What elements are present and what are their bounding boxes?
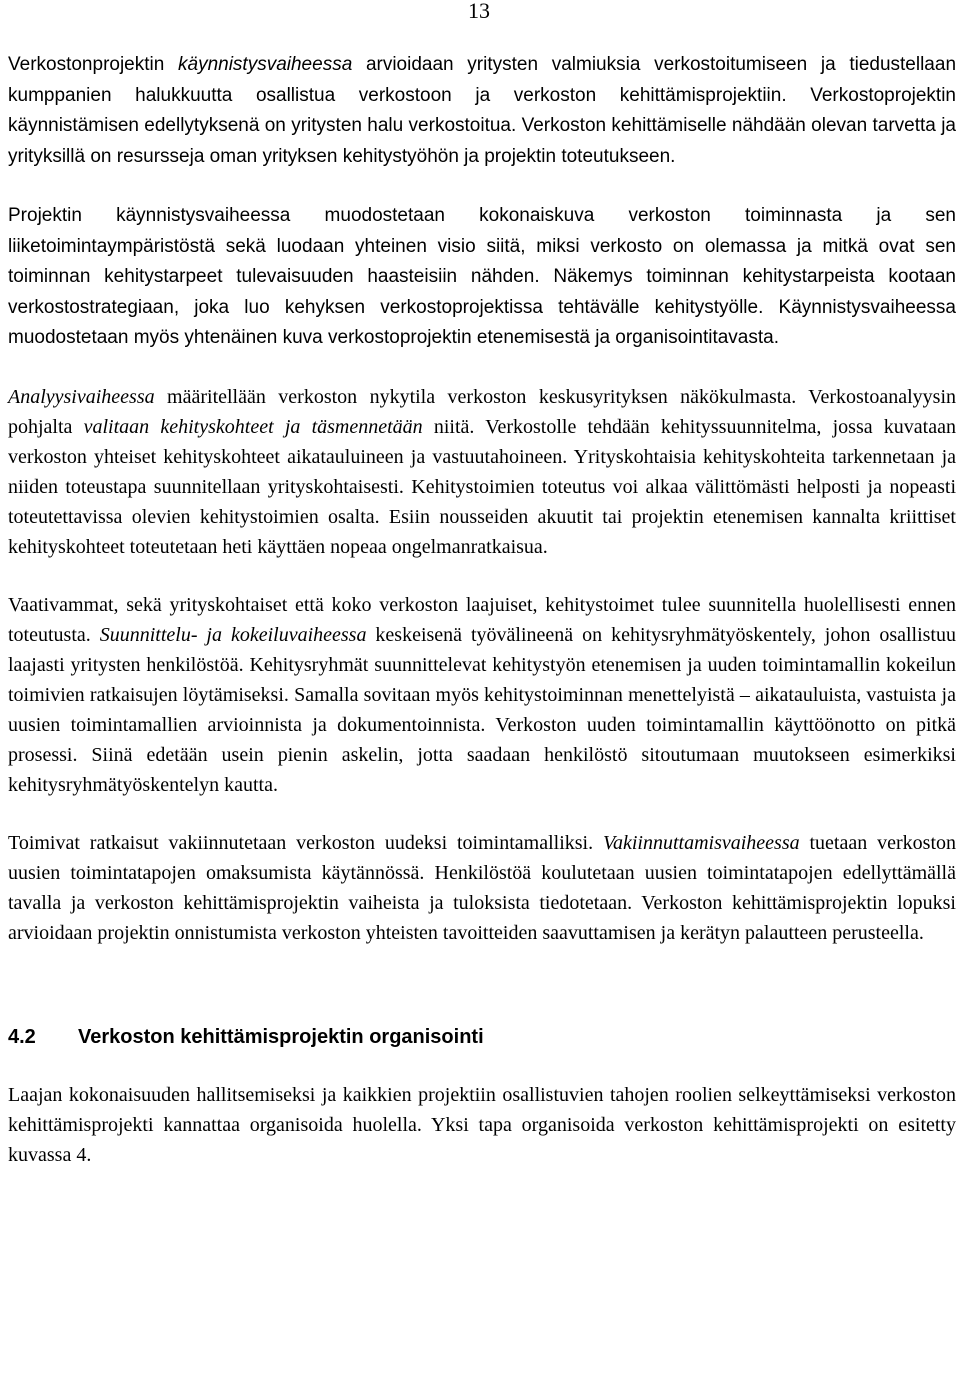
italic-term-stabilization-phase: Vakiinnuttamisvaiheessa bbox=[602, 831, 800, 854]
text-run: Verkostonprojektin bbox=[8, 54, 178, 75]
section-number: 4.2 bbox=[8, 1025, 36, 1048]
paragraph-stabilization-phase bbox=[8, 828, 956, 948]
text-run: Vaativammat, sekä yrityskohtaiset että koko verkoston laajuiset, kehitystoimet tulee suunnitella huolellisesti ennen toteutusta. bbox=[8, 593, 956, 646]
text-run: niitä. Verkostolle tehdään kehityssuunnitelma, jossa kuvataan verkoston yhteiset kehityskohteet aikatauluineen ja vastuutahoineen. Yrityskohtaisia kehityskohteita tarkennetaan ja niiden toteustapa suunnitellaan yrityskohtaisesti. Kehitystoimien toteutus voi alkaa välittömästi helposti ja nopeasti toteutettavissa olevien kehitystoimien osalta. Esiin nousseiden akuutit tai projektin etenemisen kannalta kriittiset kehityskohteet toteutetaan heti käyttäen nopeaa ongelmanratkaisua. bbox=[8, 415, 956, 558]
text-run: keskeisenä työvälineenä on kehitysryhmätyöskentely, johon osallistuu laajasti yritysten henkilöstöä. Kehitysryhmät suunnittelevat kehitystyön etenemisen ja uuden toimintamallin kokeilun toimivien ratkaisujen löytämiseksi. Samalla sovitaan myös kehitystoiminnan menettelyistä – aikatauluista, vastuista ja uusien toimintamallien arvioinnista ja dokumentoinnista. Verkoston uuden toimintamallin käyttöönotto on pitkä prosessi. Siinä edetään usein pienin askelin, jotta saadaan henkilöstö sitoutumaan muutokseen esimerkiksi kehitysryhmätyöskentelyn kautta. bbox=[8, 623, 956, 796]
paragraph-startup-phase bbox=[8, 50, 956, 172]
document-body bbox=[8, 50, 956, 1198]
paragraph-startup-details bbox=[8, 201, 956, 354]
paragraph-analysis-phase bbox=[8, 382, 956, 562]
section-heading bbox=[8, 1024, 956, 1050]
text-run: arvioidaan yritysten valmiuksia verkostoitumiseen ja tiedustellaan kumppanien halukkuutta osallistua verkostoon ja verkoston kehittämisprojektiin. Verkostoprojektin käynnistämisen edellytyksenä on yritysten halu verkostoitua. Verkoston kehittämiselle nähdään olevan tarvetta ja yrityksillä on resursseja oman yrityksen kehitystyöhön ja projektin toteutukseen. bbox=[8, 54, 957, 167]
italic-term-planning-phase: Suunnittelu- ja kokeiluvaiheessa bbox=[99, 623, 367, 646]
text-run: Toimivat ratkaisut vakiinnutetaan verkoston uudeksi toimintamalliksi. bbox=[8, 831, 603, 854]
text-run: Laajan kokonaisuuden hallitsemiseksi ja kaikkien projektiin osallistuvien tahojen roolien selkeyttämiseksi verkoston kehittämisprojekti kannattaa organisoida huolella. Yksi tapa organisoida verkoston kehittämisprojekti on esitetty kuvassa 4. bbox=[8, 1083, 956, 1166]
italic-term-analysis-phase: Analyysivaiheessa bbox=[8, 385, 155, 408]
page-number: 13 bbox=[468, 0, 490, 23]
italic-term-select-targets: valitaan kehityskohteet ja täsmennetään bbox=[83, 415, 423, 438]
text-run: Projektin käynnistysvaiheessa muodostetaan kokonaiskuva verkoston toiminnasta ja sen liiketoimintaympäristöstä sekä luodaan yhteinen visio siitä, miksi verkosto on olemassa ja mitkä ovat sen toiminnan kehitystarpeet tulevaisuuden haasteisiin nähden. Näkemys toiminnan kehitystarpeista kootaan verkostostrategiaan, joka luo kehyksen verkostoprojektissa tehtävälle kehitystyölle. Käynnistysvaiheessa muodostetaan myös yhtenäinen kuva verkostoprojektin etenemisestä ja organisointitavasta. bbox=[8, 205, 956, 348]
text-run: määritellään verkoston nykytila verkoston keskusyrityksen näkökulmasta. Verkostoanalyysin pohjalta bbox=[8, 385, 956, 438]
text-run: tuetaan verkoston uusien toimintatapojen omaksumista käytännössä. Henkilöstöä koulutetaan uusien toimintatapojen edellyttämällä tavalla ja verkoston kehittämisprojektin vaiheista ja tuloksista tiedotetaan. Verkoston kehittämisprojektin lopuksi arvioidaan projektin onnistumista verkoston yhteisten tavoitteiden saavuttamisen ja kerätyn palautteen perusteella. bbox=[8, 831, 956, 944]
section-title: Verkoston kehittämisprojektin organisointi bbox=[78, 1025, 484, 1048]
paragraph-planning-phase bbox=[8, 590, 956, 800]
italic-term-startup-phase: käynnistysvaiheessa bbox=[178, 54, 353, 75]
paragraph-organisation bbox=[8, 1080, 956, 1170]
